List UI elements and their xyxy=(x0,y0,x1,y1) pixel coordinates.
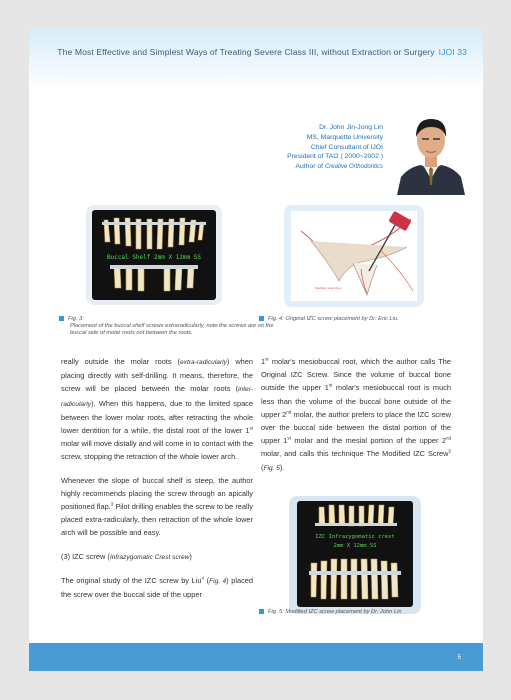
fig3-caption-body: Placement of the buccal shelf screws extraradicularly, note the screws are on the buccal side of molar roots not between the roots. xyxy=(70,323,274,337)
fig5-image xyxy=(297,501,413,607)
fig3-caption-title: Fig. 3: xyxy=(68,316,84,322)
running-header xyxy=(57,47,467,57)
journal-badge: IJOI 33 xyxy=(438,47,467,57)
caption-marker xyxy=(59,316,64,321)
page-number: 5 xyxy=(457,655,461,661)
fig5-caption-text: Fig. 5: Modified IZC screw placement by Dr. John Lin xyxy=(268,609,402,615)
header-title: The Most Effective and Simplest Ways of Treating Severe Class III, without Extraction or Surgery xyxy=(57,47,435,57)
fig5-photo-label-1: IZC Infrazygomatic crest xyxy=(315,534,395,540)
author-role: Chief Consultant of IJOI xyxy=(310,143,383,151)
header-band xyxy=(29,29,483,91)
author-portrait xyxy=(391,107,471,195)
author-name: Dr. John Jin-Jong Lin xyxy=(319,124,383,131)
author-president: President of TAO ( 2000~2002 ) xyxy=(287,153,383,161)
page xyxy=(29,29,483,671)
footer-band xyxy=(29,643,483,671)
author-book: Author of Creative Orthodontics xyxy=(295,163,383,171)
paragraph: really outside the molar roots (extra-radicularly) when placing directly with self-drilling. It means, therefore, the screw will be placed between the molar roots (inter-radicularly). When this happens, due to the limited space between the lower molar roots, after retracting the whole lower dentition for a while, the distal root of the lower 1st molar will move distally and will come in to contact with the screw, stopping the retraction of the whole lower arch. xyxy=(61,357,254,462)
body-column-left xyxy=(61,355,253,611)
author-degree: MS, Marquette University xyxy=(306,133,383,141)
fig3-caption xyxy=(59,316,274,338)
author-block xyxy=(287,123,383,173)
paragraph: Whenever the slope of buccal shelf is steep, the author highly recommends placing the screw through an apically positioned flap.$^3$ Pilot drilling enables the screw to be really placed extra-radicularly, then retraction of the whole lower arch will be possible and easy. xyxy=(61,475,254,538)
fig4-caption xyxy=(259,316,479,323)
body-column-right xyxy=(261,355,451,485)
fig3-photo-label: Buccal Shelf 2mm X 12mm SS xyxy=(107,254,201,261)
fig4-image xyxy=(291,211,417,301)
subheading: (3) IZC screw (Infrazygomatic Crest screw) xyxy=(61,551,192,561)
caption-marker xyxy=(259,316,264,321)
fig5-caption xyxy=(259,609,479,616)
caption-marker xyxy=(259,609,264,614)
fig5-photo-label-2: 2mm X 12mm SS xyxy=(333,543,377,549)
fig3-image xyxy=(92,210,216,300)
fig4-diagram-label: Maxillary sinus floor xyxy=(315,286,342,290)
fig4-caption-text: Fig. 4: Original IZC screw placement by Dr. Eric Liu. xyxy=(268,316,399,322)
paragraph: 1st molar's mesiobuccal root, which the author calls The Original IZC Screw. Since the volume of buccal bone outside the upper 1st molar's mesiobuccal root is much less than the volume of the buccal bone outside of the upper 2nd molar, the author prefers to place the IZC screw over the buccal side between the distal portion of the upper 1st molar and the mesial portion of the upper 2nd molar, and calls this technique The Modified IZC Screw$^5$ (Fig. 5). xyxy=(261,356,451,472)
paragraph: The original study of the IZC screw by Liu$^4$ (Fig. 4) placed the screw over the buccal side of the upper xyxy=(61,575,254,600)
